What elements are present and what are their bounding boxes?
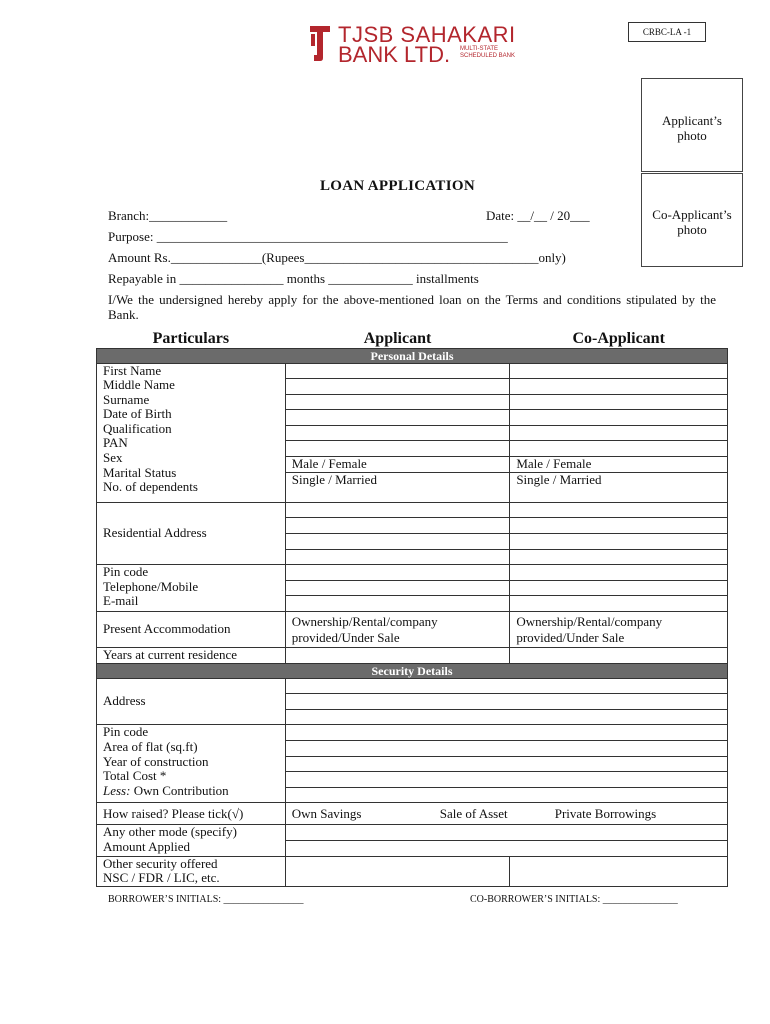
- security-address-line-input[interactable]: [286, 679, 727, 695]
- applicant-accommodation-option[interactable]: [285, 612, 510, 648]
- applicant-qualification-input[interactable]: [286, 426, 510, 442]
- option-sale-of-asset[interactable]: Sale of Asset: [439, 805, 508, 821]
- form-code: CRBC-LA -1: [628, 22, 706, 42]
- bank-tagline: [460, 46, 515, 60]
- option-own-savings[interactable]: Own Savings: [291, 805, 362, 821]
- co-applicant-dependents-input[interactable]: [510, 487, 727, 502]
- label-residential-address: Residential Address: [97, 502, 286, 564]
- security-value-fields: [285, 725, 727, 803]
- col-header-particulars: Particulars: [152, 330, 230, 347]
- label-other-mode: Any other mode (specify): [103, 824, 237, 840]
- co-applicant-photo-label: Co-Applicant’s photo: [652, 207, 732, 237]
- label-surname: Surname: [103, 391, 150, 407]
- label-dependents: No. of dependents: [103, 479, 198, 495]
- co-applicant-first-name-input[interactable]: [510, 364, 727, 380]
- security-labels: [97, 725, 286, 803]
- bank-tagline-line2: SCHEDULED BANK: [460, 53, 516, 59]
- applicant-address-line-input[interactable]: [286, 503, 510, 519]
- co-applicant-marital-option[interactable]: Single / Married: [516, 471, 602, 487]
- bank-logo-mark-icon: [308, 24, 332, 62]
- own-contribution-label: Own Contribution: [130, 782, 229, 798]
- applicant-years-input[interactable]: [285, 648, 510, 664]
- co-applicant-address-line-input[interactable]: [510, 503, 727, 519]
- applicant-personal-fields: [285, 363, 510, 502]
- less-label: Less:: [103, 782, 131, 798]
- label-telephone: Telephone/Mobile: [103, 578, 199, 594]
- label-how-raised: How raised? Please tick(√): [97, 803, 286, 825]
- loan-details-table: [96, 329, 728, 887]
- co-applicant-personal-fields: [510, 363, 728, 502]
- applicant-sex-option[interactable]: Male / Female: [286, 457, 510, 473]
- co-applicant-photo-box[interactable]: [641, 173, 743, 267]
- security-pin-input[interactable]: [286, 725, 727, 741]
- accommodation-opt-line1: Ownership/Rental/company: [516, 614, 663, 629]
- security-address-fields: [285, 678, 727, 725]
- other-mode-input[interactable]: [286, 825, 727, 841]
- co-applicant-middle-name-input[interactable]: [510, 379, 727, 395]
- applicant-pan-input[interactable]: [286, 441, 510, 457]
- applicant-marital-option[interactable]: Single / Married: [291, 471, 377, 487]
- option-private-borrowings[interactable]: Private Borrowings: [554, 805, 657, 821]
- label-pan: PAN: [103, 435, 128, 451]
- label-pin-code: Pin code: [103, 564, 149, 580]
- final-labels-1: [97, 825, 286, 856]
- applicant-dependents-input[interactable]: [286, 487, 510, 502]
- applicant-contact-fields: [285, 565, 510, 612]
- applicant-email-input[interactable]: [286, 596, 510, 611]
- own-contribution-input[interactable]: [286, 788, 727, 803]
- other-security-co-applicant-input[interactable]: [510, 856, 728, 886]
- label-qualification: Qualification: [103, 420, 172, 436]
- total-cost-input[interactable]: [286, 772, 727, 788]
- final-labels-2: [97, 856, 286, 886]
- how-raised-options: [285, 803, 727, 825]
- co-applicant-address-line-input[interactable]: [510, 518, 727, 534]
- co-applicant-years-input[interactable]: [510, 648, 728, 664]
- co-applicant-sex-option[interactable]: Male / Female: [510, 457, 727, 473]
- label-middle-name: Middle Name: [103, 377, 175, 393]
- personal-labels: [97, 363, 286, 502]
- label-flat-area: Area of flat (sq.ft): [103, 738, 198, 754]
- repayable-field[interactable]: Repayable in ________________ months _____________ installments: [108, 271, 479, 286]
- applicant-photo-label: Applicant’s photo: [662, 113, 722, 143]
- label-email: E-mail: [103, 593, 139, 609]
- applicant-pin-input[interactable]: [286, 565, 510, 581]
- security-address-line-input[interactable]: [286, 694, 727, 710]
- applicant-address-line-input[interactable]: [286, 518, 510, 534]
- co-applicant-address-line-input[interactable]: [510, 534, 727, 550]
- co-applicant-accommodation-option[interactable]: [510, 612, 728, 648]
- co-borrower-initials[interactable]: CO-BORROWER’S INITIALS: _______________: [470, 894, 678, 905]
- bank-name-line2: BANK LTD.: [338, 42, 451, 67]
- co-applicant-pan-input[interactable]: [510, 441, 727, 457]
- applicant-address-line-input[interactable]: [286, 550, 510, 565]
- applicant-surname-input[interactable]: [286, 395, 510, 411]
- col-header-co-applicant: Co-Applicant: [572, 330, 665, 347]
- label-security-address: Address: [97, 678, 286, 725]
- applicant-dob-input[interactable]: [286, 410, 510, 426]
- label-year-construction: Year of construction: [103, 753, 209, 769]
- amount-field[interactable]: Amount Rs.______________(Rupees____________________________________only): [108, 250, 566, 265]
- label-other-security: Other security offered: [103, 855, 218, 871]
- co-applicant-contact-fields: [510, 565, 728, 612]
- co-applicant-surname-input[interactable]: [510, 395, 727, 411]
- page-title: LOAN APPLICATION: [320, 178, 475, 194]
- security-address-line-input[interactable]: [286, 710, 727, 725]
- applicant-first-name-input[interactable]: [286, 364, 510, 380]
- col-header-applicant: Applicant: [363, 330, 432, 347]
- label-amount-applied: Amount Applied: [103, 838, 191, 854]
- declaration-text: I/We the undersigned hereby apply for the above-mentioned loan on the Terms and conditions stipulated by the Bank.: [108, 292, 716, 322]
- co-applicant-dob-input[interactable]: [510, 410, 727, 426]
- label-nsc-fdr-lic: NSC / FDR / LIC, etc.: [103, 870, 220, 886]
- applicant-middle-name-input[interactable]: [286, 379, 510, 395]
- label-security-pin: Pin code: [103, 724, 149, 740]
- accommodation-opt-line2: provided/Under Sale: [516, 630, 625, 645]
- applicant-address-line-input[interactable]: [286, 534, 510, 550]
- label-total-cost: Total Cost *: [103, 768, 167, 784]
- accommodation-opt-line2: provided/Under Sale: [291, 630, 400, 645]
- co-applicant-address-line-input[interactable]: [510, 550, 727, 565]
- co-applicant-qualification-input[interactable]: [510, 426, 727, 442]
- label-own-contribution: [103, 784, 279, 799]
- co-applicant-address-fields: [510, 502, 728, 564]
- label-sex: Sex: [103, 450, 123, 466]
- other-security-applicant-input[interactable]: [285, 856, 510, 886]
- bank-logo: [308, 22, 522, 67]
- applicant-photo-box[interactable]: [641, 78, 743, 172]
- year-construction-input[interactable]: [286, 757, 727, 773]
- personal-details-header: Personal Details: [97, 348, 728, 363]
- contact-labels: [97, 565, 286, 612]
- date-field[interactable]: Date: __/__ / 20___: [486, 208, 590, 223]
- co-applicant-email-input[interactable]: [510, 596, 727, 611]
- applicant-telephone-input[interactable]: [286, 581, 510, 597]
- amount-applied-input[interactable]: [286, 841, 727, 856]
- branch-field[interactable]: Branch:____________: [108, 208, 228, 223]
- applicant-address-fields: [285, 502, 510, 564]
- accommodation-opt-line1: Ownership/Rental/company: [291, 614, 438, 629]
- purpose-field[interactable]: Purpose: ______________________________________________________: [108, 229, 508, 244]
- label-present-accommodation: Present Accommodation: [97, 612, 286, 648]
- co-applicant-telephone-input[interactable]: [510, 581, 727, 597]
- bank-name-line1: TJSB SAHAKARI: [338, 22, 516, 47]
- label-first-name: First Name: [103, 362, 162, 378]
- label-date-of-birth: Date of Birth: [103, 406, 172, 422]
- security-details-header: Security Details: [97, 663, 728, 678]
- final-fields-1: [285, 825, 727, 856]
- label-years-residence: Years at current residence: [97, 648, 286, 664]
- label-marital-status: Marital Status: [103, 464, 177, 480]
- bank-tagline-line1: MULTI-STATE: [460, 46, 498, 52]
- flat-area-input[interactable]: [286, 741, 727, 757]
- borrower-initials[interactable]: BORROWER’S INITIALS: ________________: [108, 894, 304, 905]
- co-applicant-pin-input[interactable]: [510, 565, 727, 581]
